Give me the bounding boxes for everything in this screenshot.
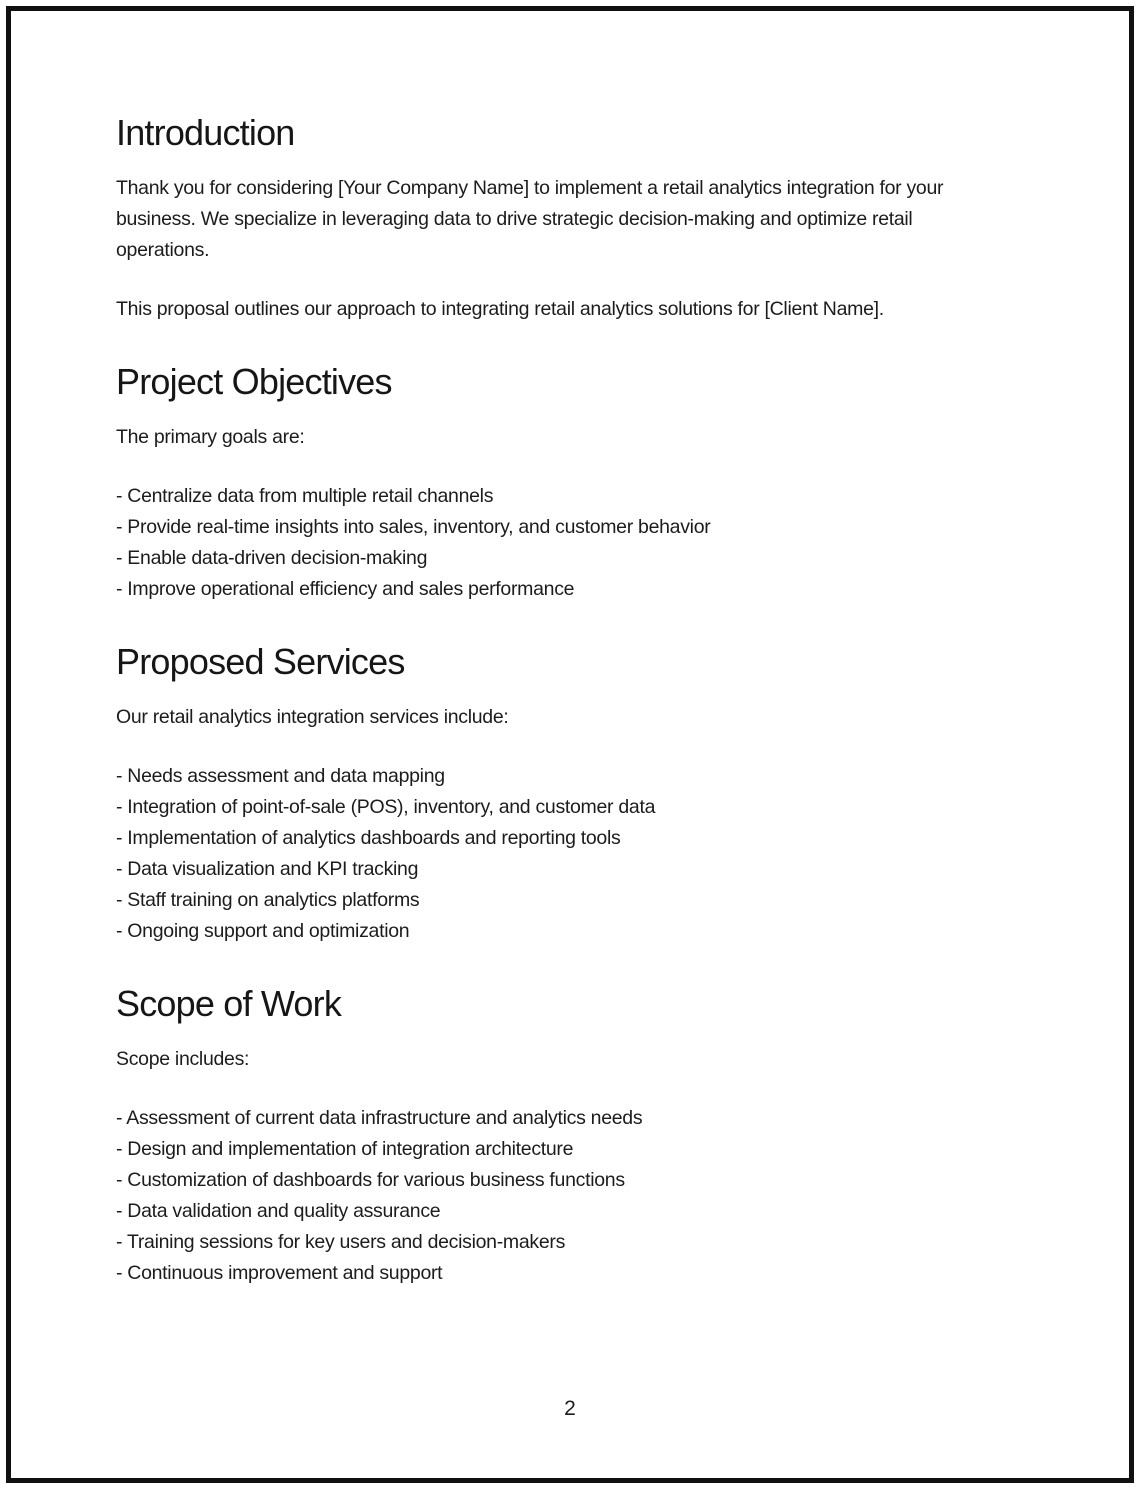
list-item: - Centralize data from multiple retail channels bbox=[116, 485, 494, 507]
list-item: - Enable data-driven decision-making bbox=[116, 547, 428, 569]
paragraph bbox=[116, 173, 1021, 266]
objectives-list bbox=[116, 481, 1024, 605]
list-item: - Continuous improvement and support bbox=[116, 1262, 443, 1284]
list-item: - Needs assessment and data mapping bbox=[116, 765, 445, 787]
paragraph-line: business. We specialize in leveraging data to drive strategic decision-making and optimize retail bbox=[116, 208, 913, 230]
list-item: - Customization of dashboards for various business functions bbox=[116, 1169, 625, 1191]
section-heading-introduction: Introduction bbox=[116, 112, 295, 153]
list-item: - Integration of point-of-sale (POS), inventory, and customer data bbox=[116, 796, 656, 818]
paragraph-line: The primary goals are: bbox=[116, 426, 305, 448]
paragraph-line: Our retail analytics integration services include: bbox=[116, 706, 509, 728]
paragraph-line: operations. bbox=[116, 239, 210, 261]
list-item: - Design and implementation of integration architecture bbox=[116, 1138, 574, 1160]
list-item: - Data validation and quality assurance bbox=[116, 1200, 441, 1222]
paragraph-line: Thank you for considering [Your Company Name] to implement a retail analytics integration for your bbox=[116, 177, 944, 199]
list-item: - Provide real-time insights into sales, inventory, and customer behavior bbox=[116, 516, 711, 538]
paragraph-line: This proposal outlines our approach to integrating retail analytics solutions for [Client Name]. bbox=[116, 298, 884, 320]
paragraph bbox=[116, 702, 1021, 733]
list-item: - Improve operational efficiency and sales performance bbox=[116, 578, 575, 600]
list-item: - Implementation of analytics dashboards and reporting tools bbox=[116, 827, 621, 849]
list-item: - Data visualization and KPI tracking bbox=[116, 858, 419, 880]
scope-list bbox=[116, 1103, 1024, 1289]
paragraph-line: Scope includes: bbox=[116, 1048, 250, 1070]
page-number: 2 bbox=[564, 1397, 576, 1420]
paragraph bbox=[116, 422, 1021, 453]
list-item: - Ongoing support and optimization bbox=[116, 920, 410, 942]
section-heading-scope-of-work: Scope of Work bbox=[116, 983, 342, 1024]
section-heading-project-objectives: Project Objectives bbox=[116, 361, 392, 402]
services-list bbox=[116, 761, 1024, 947]
section-heading-proposed-services: Proposed Services bbox=[116, 641, 405, 682]
list-item: - Assessment of current data infrastructure and analytics needs bbox=[116, 1107, 643, 1129]
paragraph bbox=[116, 1044, 1021, 1075]
list-item: - Training sessions for key users and decision-makers bbox=[116, 1231, 566, 1253]
paragraph bbox=[116, 294, 1021, 325]
list-item: - Staff training on analytics platforms bbox=[116, 889, 420, 911]
